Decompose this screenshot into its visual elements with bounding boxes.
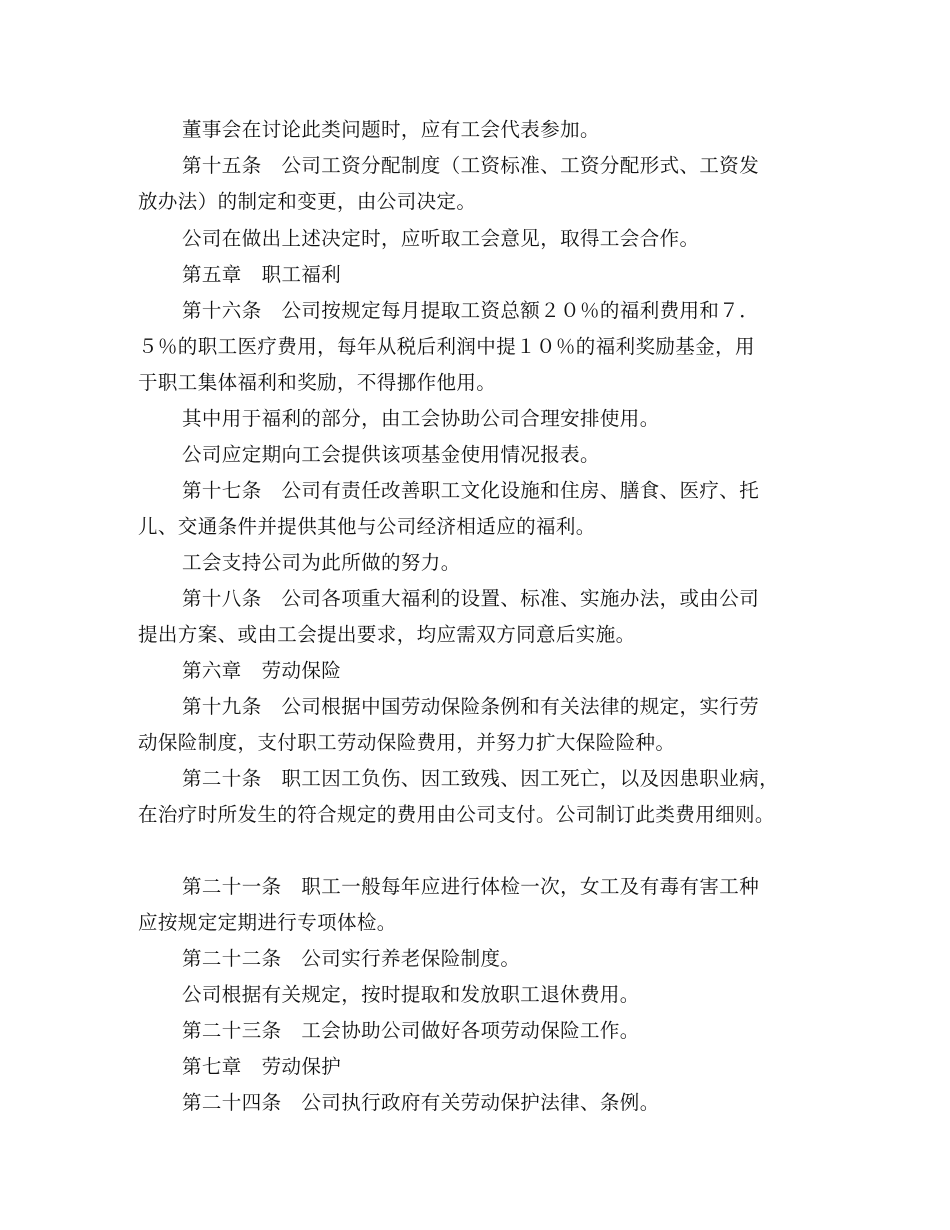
text-line: 工会支持公司为此所做的努力。 [182, 551, 461, 574]
chapter-heading: 第七章 劳动保护 [182, 1055, 342, 1078]
text-line: ５％的职工医疗费用，每年从税后利润中提１０％的福利奖励基金，用 [138, 335, 755, 358]
text-line: 第二十一条 职工一般每年应进行体检一次，女工及有毒有害工种 [182, 875, 760, 898]
text-line: 儿、交通条件并提供其他与公司经济相适应的福利。 [138, 515, 596, 538]
text-line: 动保险制度，支付职工劳动保险费用，并努力扩大保险险种。 [138, 731, 676, 754]
text-line: 第二十四条 公司执行政府有关劳动保护法律、条例。 [182, 1091, 660, 1114]
text-line: 第十九条 公司根据中国劳动保险条例和有关法律的规定，实行劳 [182, 695, 760, 718]
text-line: 其中用于福利的部分，由工会协助公司合理安排使用。 [182, 407, 660, 430]
text-line: 第十六条 公司按规定每月提取工资总额２０％的福利费用和７． [182, 299, 760, 322]
text-line: 公司在做出上述决定时，应听取工会意见，取得工会合作。 [182, 227, 700, 250]
text-line: 提出方案、或由工会提出要求，均应需双方同意后实施。 [138, 623, 636, 646]
chapter-heading: 第六章 劳动保险 [182, 659, 342, 682]
text-line: 于职工集体福利和奖励，不得挪作他用。 [138, 371, 497, 394]
text-line: 第十八条 公司各项重大福利的设置、标准、实施办法，或由公司 [182, 587, 760, 610]
text-line: 第二十二条 公司实行养老保险制度。 [182, 947, 521, 970]
text-line: 公司应定期向工会提供该项基金使用情况报表。 [182, 443, 600, 466]
text-line: 放办法）的制定和变更，由公司决定。 [138, 190, 477, 213]
text-line: 公司根据有关规定，按时提取和发放职工退休费用。 [182, 983, 640, 1006]
text-line: 第十七条 公司有责任改善职工文化设施和住房、膳食、医疗、托 [182, 479, 760, 502]
text-line: 第二十条 职工因工负伤、因工致残、因工死亡，以及因患职业病， [182, 767, 780, 790]
text-line: 董事会在讨论此类问题时，应有工会代表参加。 [182, 118, 600, 141]
text-line: 第十五条 公司工资分配制度（工资标准、工资分配形式、工资发 [182, 154, 760, 177]
text-line: 在治疗时所发生的符合规定的费用由公司支付。公司制订此类费用细则。 [138, 803, 775, 826]
text-line: 第二十三条 工会协助公司做好各项劳动保险工作。 [182, 1019, 640, 1042]
chapter-heading: 第五章 职工福利 [182, 263, 342, 286]
text-line: 应按规定定期进行专项体检。 [138, 911, 397, 934]
